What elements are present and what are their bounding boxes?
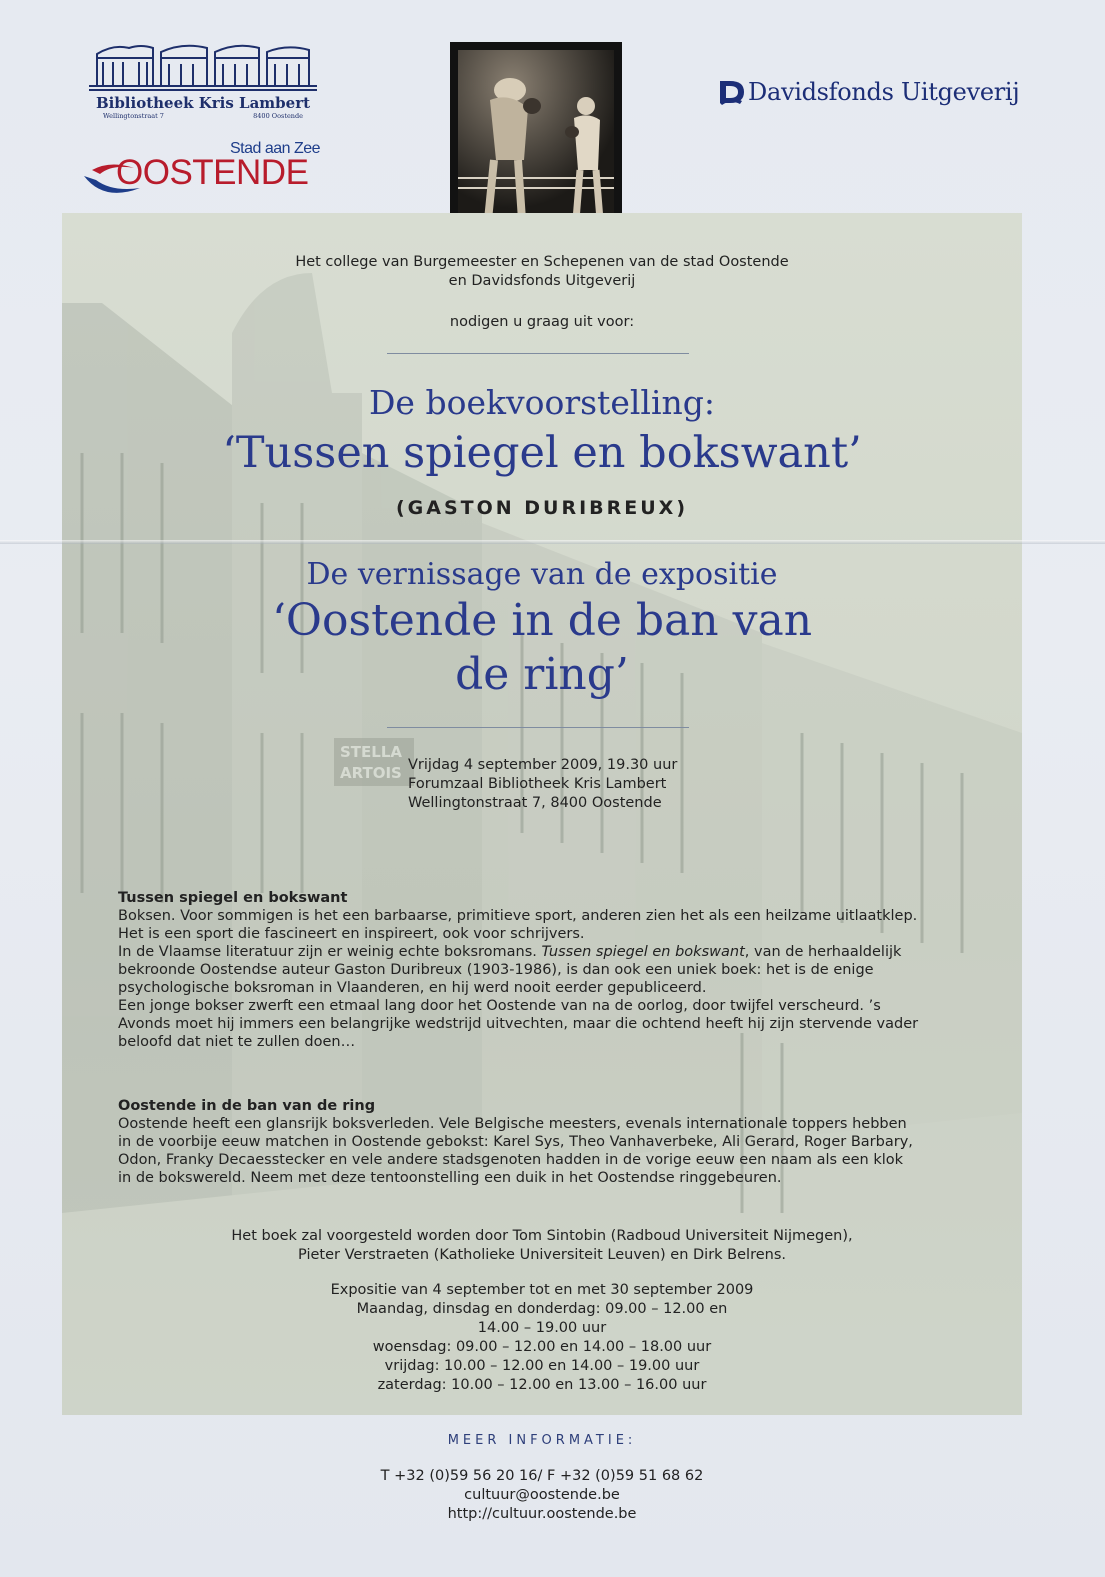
boxers-image [458,50,614,226]
book-line-6: Een jonge bokser zwerft een etmaal lang door het Oostende van na de oorlog, door twijfel verscheurd. ’s [118,998,881,1014]
oostende-name: OOSTENDE [116,153,309,192]
oostende-tagline: Stad aan Zee [230,140,321,157]
opening-hours [62,1281,1022,1395]
intro-line2: en Davidsfonds Uitgeverij [448,273,636,289]
presenters-line2: Pieter Verstraeten (Katholieke Universiteit Leuven) en Dirk Belrens. [298,1247,786,1263]
davidsfonds-name: Davidsfonds Uitgeverij [748,78,1020,106]
event-venue: Forumzaal Bibliotheek Kris Lambert [408,776,667,792]
davidsfonds-logo [718,78,1019,106]
library-address [103,112,303,120]
library-street: Wellingtonstraat 7 [103,112,164,120]
expo-section [118,1097,1018,1187]
hours-line-1: Expositie van 4 september tot en met 30 september 2009 [330,1282,754,1298]
expo-line-2: in de voorbije eeuw matchen in Oostende gebokst: Karel Sys, Theo Vanhaverbeke, Ali Gerard, Roger Barbary, [118,1134,913,1150]
event2-label: De vernissage van de expositie [306,557,778,592]
book-section [118,889,1018,1051]
event-date: Vrijdag 4 september 2009, 19.30 uur [408,757,678,773]
divider-bottom [387,727,689,728]
oostende-logo [82,140,342,200]
event1-title: ‘Tussen spiegel en bokswant’ [222,428,862,478]
contact-url[interactable]: http://cultuur.oostende.be [447,1506,637,1522]
expo-heading: Oostende in de ban van de ring [118,1098,376,1114]
divider-top [387,353,689,354]
contact-email[interactable]: cultuur@oostende.be [464,1487,620,1503]
boxing-photo [450,42,622,234]
event-address: Wellingtonstraat 7, 8400 Oostende [408,795,662,811]
davidsfonds-d-icon [718,79,746,105]
library-logo [78,40,328,120]
presenters-line1: Het boek zal voorgesteld worden door Tom Sintobin (Radboud Universiteit Nijmegen), [231,1228,853,1244]
hours-line-4: woensdag: 09.00 – 12.00 en 14.00 – 18.00 uur [372,1339,712,1355]
book-line-1: Boksen. Voor sommigen is het een barbaarse, primitieve sport, anderen zien het als een heilzame uitlaatklep. [118,908,918,924]
contact-phone: T +32 (0)59 56 20 16/ F +32 (0)59 51 68 62 [380,1468,704,1484]
book-title-italic: Tussen spiegel en bokswant [541,944,745,960]
hours-line-5: vrijdag: 10.00 – 12.00 en 14.00 – 19.00 uur [384,1358,700,1374]
library-name: Bibliotheek Kris Lambert [95,94,311,112]
book-line-8: beloofd dat niet te zullen doen… [118,1034,356,1050]
backdrop-sign-line1: STELLA [340,743,403,761]
more-info-heading: MEER INFORMATIE: [447,1433,637,1448]
backdrop-sign-line2: ARTOIS [340,764,402,782]
contact-block [62,1467,1022,1524]
book-line-3a: In de Vlaamse literatuur zijn er weinig echte boksromans. [118,944,537,960]
book-heading: Tussen spiegel en bokswant [118,890,348,906]
hours-line-2: Maandag, dinsdag en donderdag: 09.00 – 12.00 en [356,1301,728,1317]
invite-text: nodigen u graag uit voor: [449,314,635,330]
book-line-3 [118,943,1018,961]
book-line-7: Avonds moet hij immers een belangrijke wedstrijd uitvechten, maar die ochtend heeft hij zijn stervende vader [118,1016,919,1032]
event-details [408,756,677,813]
expo-line-3: Odon, Franky Decaesstecker en vele andere stadsgenoten hadden in de vorige eeuw een naam als een klok [118,1152,904,1168]
event2-title-line2: de ring’ [455,649,629,700]
intro-line1: Het college van Burgemeester en Schepenen van de stad Oostende [295,254,789,270]
event1-author: (GASTON DURIBREUX) [395,497,689,519]
library-building-icon [83,40,323,92]
expo-line-4: in de bokswereld. Neem met deze tentoonstelling een duik in het Oostendse ringgebeuren. [118,1170,782,1186]
book-line-4: bekroonde Oostendse auteur Gaston Duribreux (1903-1986), is dan ook een uniek boek: het is de enige [118,962,874,978]
hours-line-3: 14.00 – 19.00 uur [477,1320,607,1336]
book-line-3b: , van de herhaaldelijk [744,944,902,960]
event1-label: De boekvoorstelling: [368,383,716,422]
expo-line-1: Oostende heeft een glansrijk boksverleden. Vele Belgische meesters, evenals internationale toppers hebben [118,1116,907,1132]
paper-fold-line [0,540,1105,544]
library-city: 8400 Oostende [253,112,303,120]
presenters-text [62,1227,1022,1265]
hours-line-6: zaterdag: 10.00 – 12.00 en 13.00 – 16.00 uur [377,1377,707,1393]
book-line-2: Het is een sport die fascineert en inspireert, ook voor schrijvers. [118,926,585,942]
event2-title-line1: ‘Oostende in de ban van [271,595,813,646]
intro-text [62,253,1022,291]
book-line-5: psychologische boksroman in Vlaanderen, en hij werd nooit eerder gepubliceerd. [118,980,707,996]
